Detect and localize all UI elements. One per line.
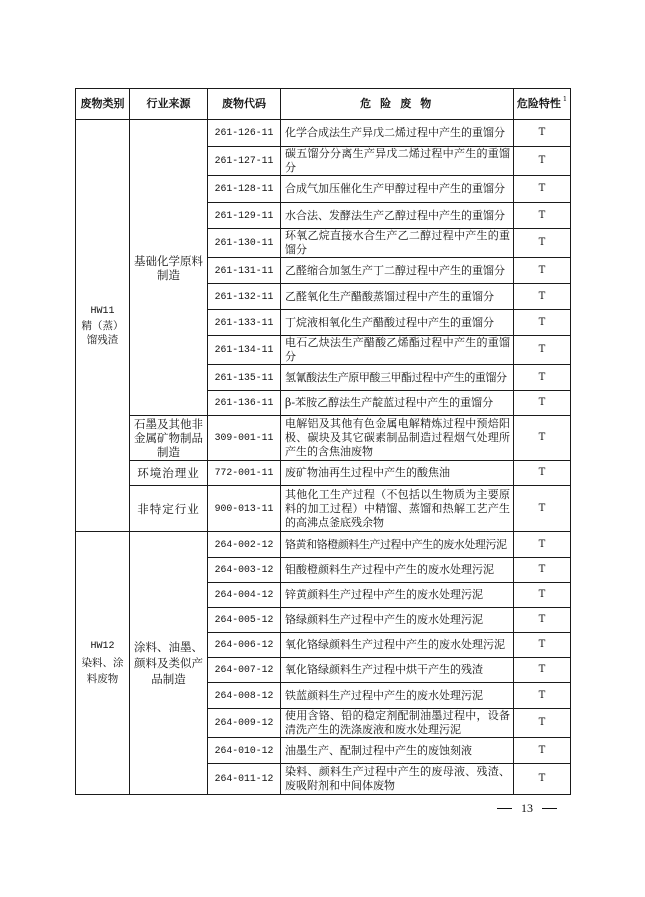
- waste-code-cell: 261-126-11: [208, 120, 281, 147]
- waste-description-cell: 锌黄颜料生产过程中产生的废水处理污泥: [281, 583, 514, 608]
- table-header: [76, 89, 571, 120]
- waste-description-cell: 合成气加压催化生产甲醇过程中产生的重馏分: [281, 176, 514, 203]
- header-hazard: [514, 89, 571, 120]
- category-code: HW12: [90, 641, 115, 652]
- waste-description-cell: 氧化铬绿颜料生产过程中产生的废水处理污泥: [281, 633, 514, 658]
- waste-code-cell: 261-128-11: [208, 176, 281, 203]
- waste-description-cell: 氢氰酸法生产原甲酸三甲酯过程中产生的重馏分: [281, 365, 514, 391]
- hazard-characteristic-cell: T: [514, 391, 571, 416]
- header-row: [76, 89, 571, 120]
- table-row: [76, 120, 571, 147]
- table-row: [76, 461, 571, 486]
- hazard-characteristic-cell: T: [514, 683, 571, 709]
- hazard-characteristic-cell: T: [514, 365, 571, 391]
- header-industry: 行业来源: [130, 89, 208, 120]
- waste-description-cell: 环氧乙烷直接水合生产乙二醇过程中产生的重馏分: [281, 229, 514, 258]
- waste-code-cell: 261-130-11: [208, 229, 281, 258]
- hazard-characteristic-cell: T: [514, 738, 571, 764]
- waste-code-cell: 264-011-12: [208, 764, 281, 795]
- category-cell: [76, 120, 130, 532]
- header-hazard-label: 危险特性: [516, 97, 561, 110]
- hazard-characteristic-cell: T: [514, 558, 571, 583]
- waste-description-cell: 乙醛缩合加氢生产丁二醇过程中产生的重馏分: [281, 258, 514, 284]
- table-row: [76, 416, 571, 461]
- waste-description-cell: 铁蓝颜料生产过程中产生的废水处理污泥: [281, 683, 514, 709]
- waste-description-cell: 乙醛氧化生产醋酸蒸馏过程中产生的重馏分: [281, 284, 514, 310]
- hazard-characteristic-cell: T: [514, 633, 571, 658]
- waste-code-cell: 261-133-11: [208, 310, 281, 336]
- waste-code-cell: 261-135-11: [208, 365, 281, 391]
- hazard-characteristic-cell: T: [514, 583, 571, 608]
- waste-description-cell: 氧化铬绿颜料生产过程中烘干产生的残渣: [281, 658, 514, 683]
- table-row: [76, 486, 571, 532]
- hazard-characteristic-cell: T: [514, 658, 571, 683]
- waste-description-cell: 电解铝及其他有色金属电解精炼过程中预焙阳极、碳块及其它碳素制品制造过程烟气处理所产生的含焦油废物: [281, 416, 514, 461]
- waste-code-cell: 264-010-12: [208, 738, 281, 764]
- waste-code-cell: 261-131-11: [208, 258, 281, 284]
- category-code: HW11: [90, 305, 115, 317]
- waste-description-cell: 使用含铬、铅的稳定剂配制油墨过程中，设备清洗产生的洗涤废液和废水处理污泥: [281, 709, 514, 738]
- hazard-characteristic-cell: T: [514, 764, 571, 795]
- industry-cell: 基础化学原料制造: [130, 120, 208, 416]
- waste-description-cell: 碳五馏分分离生产异戊二烯过程中产生的重馏分: [281, 147, 514, 176]
- waste-code-cell: 261-136-11: [208, 391, 281, 416]
- industry-cell: 石墨及其他非金属矿物制品制造: [130, 416, 208, 461]
- waste-code-cell: 309-001-11: [208, 416, 281, 461]
- hazard-characteristic-cell: T: [514, 416, 571, 461]
- waste-description-cell: 染料、颜料生产过程中产生的废母液、残渣、废吸附剂和中间体废物: [281, 764, 514, 795]
- hazard-characteristic-cell: T: [514, 461, 571, 486]
- hazard-characteristic-cell: T: [514, 176, 571, 203]
- waste-code-cell: 264-005-12: [208, 608, 281, 633]
- waste-description-cell: 电石乙炔法生产醋酸乙烯酯过程中产生的重馏分: [281, 336, 514, 365]
- hazard-characteristic-cell: T: [514, 532, 571, 558]
- page-number-dash-right: [542, 808, 557, 809]
- table-body: [76, 120, 571, 795]
- waste-code-cell: 772-001-11: [208, 461, 281, 486]
- category-name: 染料、涂料废物: [81, 657, 124, 685]
- hazard-characteristic-cell: T: [514, 284, 571, 310]
- waste-description-cell: 其他化工生产过程（不包括以生物质为主要原料的加工过程）中精馏、蒸馏和热解工艺产生的高沸点釜底残余物: [281, 486, 514, 532]
- header-waste: 危 险 废 物: [281, 89, 514, 120]
- waste-code-cell: 261-132-11: [208, 284, 281, 310]
- waste-code-cell: 264-002-12: [208, 532, 281, 558]
- hazard-characteristic-cell: T: [514, 258, 571, 284]
- hazard-characteristic-cell: T: [514, 310, 571, 336]
- waste-code-cell: 264-003-12: [208, 558, 281, 583]
- header-hazard-footnote: 1: [562, 95, 568, 103]
- page-number-text: 13: [521, 800, 533, 815]
- hazard-characteristic-cell: T: [514, 203, 571, 229]
- hazard-characteristic-cell: T: [514, 336, 571, 365]
- waste-code-cell: 261-127-11: [208, 147, 281, 176]
- waste-code-cell: 264-009-12: [208, 709, 281, 738]
- waste-description-cell: 丁烷液相氧化生产醋酸过程中产生的重馏分: [281, 310, 514, 336]
- hazardous-waste-table: [75, 88, 571, 795]
- hazard-characteristic-cell: T: [514, 486, 571, 532]
- hazard-characteristic-cell: T: [514, 147, 571, 176]
- waste-code-cell: 264-007-12: [208, 658, 281, 683]
- hazard-characteristic-cell: T: [514, 608, 571, 633]
- waste-code-cell: 261-134-11: [208, 336, 281, 365]
- waste-code-cell: 264-006-12: [208, 633, 281, 658]
- waste-code-cell: 261-129-11: [208, 203, 281, 229]
- industry-cell: 涂料、油墨、颜料及类似产品制造: [130, 532, 208, 795]
- table-row: [76, 532, 571, 558]
- industry-cell: 非特定行业: [130, 486, 208, 532]
- waste-description-cell: β-苯胺乙醇法生产靛蓝过程中产生的重馏分: [281, 391, 514, 416]
- header-code: 废物代码: [208, 89, 281, 120]
- waste-description-cell: 油墨生产、配制过程中产生的废蚀刻液: [281, 738, 514, 764]
- hazard-characteristic-cell: T: [514, 709, 571, 738]
- category-cell: [76, 532, 130, 795]
- waste-code-cell: 900-013-11: [208, 486, 281, 532]
- hazard-characteristic-cell: T: [514, 120, 571, 147]
- hazard-characteristic-cell: T: [514, 229, 571, 258]
- waste-description-cell: 钼酸橙颜料生产过程中产生的废水处理污泥: [281, 558, 514, 583]
- waste-description-cell: 化学合成法生产异戊二烯过程中产生的重馏分: [281, 120, 514, 147]
- header-category: 废物类别: [76, 89, 130, 120]
- industry-cell: 环境治理业: [130, 461, 208, 486]
- waste-code-cell: 264-008-12: [208, 683, 281, 709]
- waste-description-cell: 铬黄和铬橙颜料生产过程中产生的废水处理污泥: [281, 532, 514, 558]
- page-number-dash-left: [497, 808, 512, 809]
- waste-description-cell: 水合法、发酵法生产乙醇过程中产生的重馏分: [281, 203, 514, 229]
- page-number: [497, 801, 557, 815]
- waste-code-cell: 264-004-12: [208, 583, 281, 608]
- waste-description-cell: 铬绿颜料生产过程中产生的废水处理污泥: [281, 608, 514, 633]
- waste-description-cell: 废矿物油再生过程中产生的酸焦油: [281, 461, 514, 486]
- category-name: 精（蒸）馏残渣: [81, 319, 124, 346]
